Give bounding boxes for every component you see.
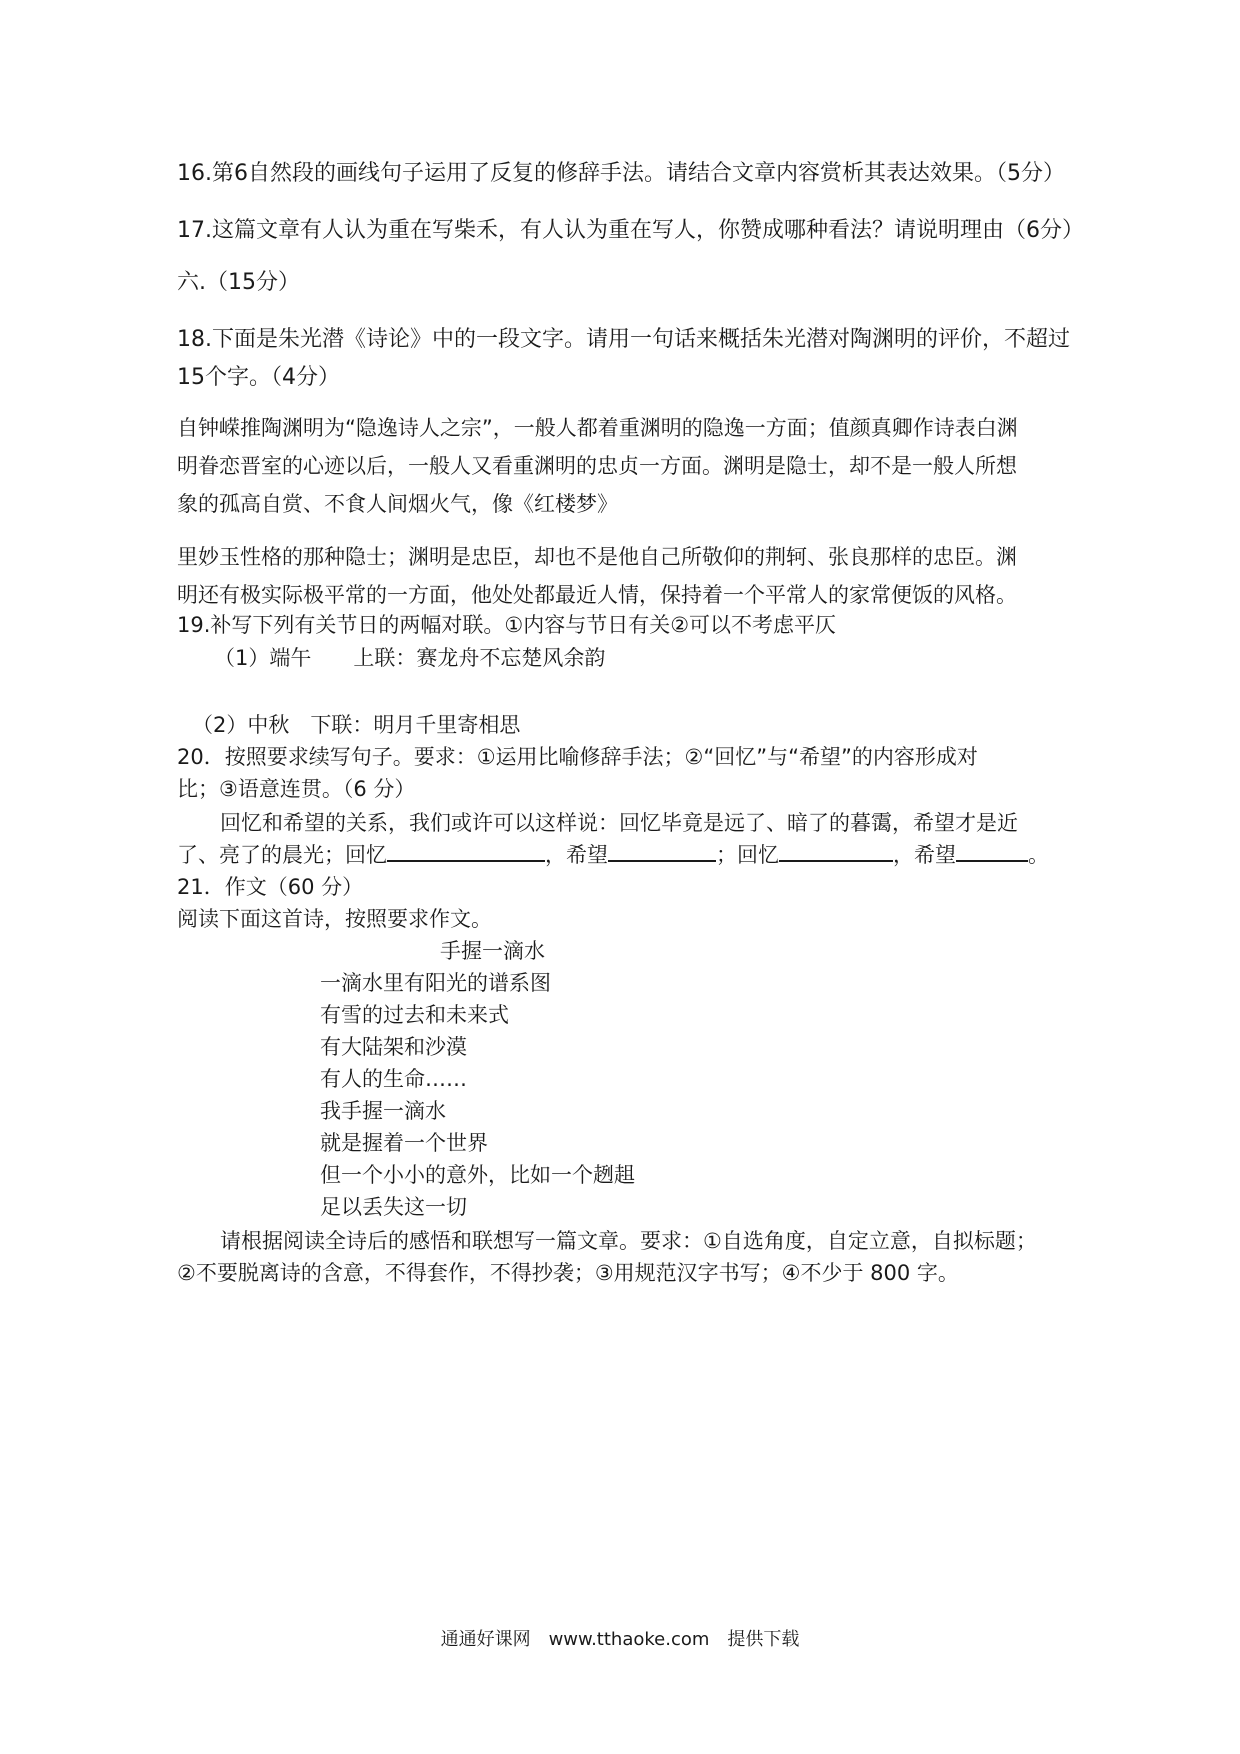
answer-blank-2[interactable] bbox=[608, 840, 716, 862]
fill-prefix: 了、亮了的晨光；回忆 bbox=[177, 843, 387, 867]
answer-blank-1[interactable] bbox=[387, 840, 545, 862]
question-21-requirements-line2: ②不要脱离诗的含意，不得套作，不得抄袭；③用规范汉字书写；④不少于 800 字。 bbox=[177, 1261, 959, 1285]
answer-blank-4[interactable] bbox=[956, 840, 1028, 862]
poem-line: 就是握着一个世界 bbox=[320, 1131, 488, 1155]
passage-line: 自钟嵘推陶渊明为“隐逸诗人之宗”，一般人都着重渊明的隐逸一方面；值颜真卿作诗表白渊 bbox=[177, 416, 1018, 440]
question-18-line2: 15个字。（4分） bbox=[177, 365, 340, 390]
question-19-item-1: （1）端午 上联：赛龙舟不忘楚风余韵 bbox=[214, 646, 606, 670]
fill-part3: ；回忆 bbox=[716, 843, 779, 867]
poem-line: 有雪的过去和未来式 bbox=[320, 1003, 509, 1027]
poem-line: 但一个小小的意外，比如一个趔趄 bbox=[320, 1163, 635, 1187]
question-19: 19.补写下列有关节日的两幅对联。①内容与节日有关②可以不考虑平仄 bbox=[177, 613, 837, 637]
question-20-line1: 20．按照要求续写句子。要求：①运用比喻修辞手法；②“回忆”与“希望”的内容形成对 bbox=[177, 745, 978, 769]
question-21-intro: 阅读下面这首诗，按照要求作文。 bbox=[177, 907, 492, 931]
question-18-line1: 18.下面是朱光潜《诗论》中的一段文字。请用一句话来概括朱光潜对陶渊明的评价，不超过 bbox=[177, 327, 1070, 352]
question-20-line2: 比；③语意连贯。（6 分） bbox=[177, 777, 416, 801]
poem-line: 有大陆架和沙漠 bbox=[320, 1035, 467, 1059]
passage-line: 明还有极实际极平常的一方面，他处处都最近人情，保持着一个平常人的家常便饭的风格。 bbox=[177, 583, 1017, 607]
fill-part2: ，希望 bbox=[545, 843, 608, 867]
question-17: 17.这篇文章有人认为重在写柴禾，有人认为重在写人，你赞成哪种看法？请说明理由（6分） bbox=[177, 218, 1084, 243]
poem-line: 有人的生命…… bbox=[320, 1067, 467, 1091]
question-21-requirements-line1: 请根据阅读全诗后的感悟和联想写一篇文章。要求：①自选角度，自定立意，自拟标题； bbox=[220, 1229, 1037, 1253]
poem-line: 足以丢失这一切 bbox=[320, 1195, 467, 1219]
passage-line: 象的孤高自赏、不食人间烟火气，像《红楼梦》 bbox=[177, 492, 618, 516]
fill-suffix: 。 bbox=[1028, 843, 1049, 867]
section-6-heading: 六.（15分） bbox=[177, 270, 300, 295]
poem-line: 一滴水里有阳光的谱系图 bbox=[320, 971, 551, 995]
poem-title: 手握一滴水 bbox=[440, 939, 545, 963]
answer-blank-3[interactable] bbox=[779, 840, 893, 862]
footer-watermark: 通通好课网 www.tthaoke.com 提供下载 bbox=[440, 1629, 800, 1650]
question-19-item-2: （2）中秋 下联：明月千里寄相思 bbox=[192, 713, 521, 737]
poem-line: 我手握一滴水 bbox=[320, 1099, 446, 1123]
question-20-fill-line bbox=[177, 840, 1049, 870]
passage-line: 明眷恋晋室的心迹以后，一般人又看重渊明的忠贞一方面。渊明是隐士，却不是一般人所想 bbox=[177, 454, 1017, 478]
fill-part4: ，希望 bbox=[893, 843, 956, 867]
question-16: 16.第6自然段的画线句子运用了反复的修辞手法。请结合文章内容赏析其表达效果。（5分） bbox=[177, 161, 1065, 186]
passage-line: 里妙玉性格的那种隐士；渊明是忠臣，却也不是他自己所敬仰的荆轲、张良那样的忠臣。渊 bbox=[177, 545, 1017, 569]
question-20-line3: 回忆和希望的关系，我们或许可以这样说：回忆毕竟是远了、暗了的暮霭，希望才是近 bbox=[220, 811, 1018, 835]
question-21: 21．作文（60 分） bbox=[177, 875, 364, 899]
